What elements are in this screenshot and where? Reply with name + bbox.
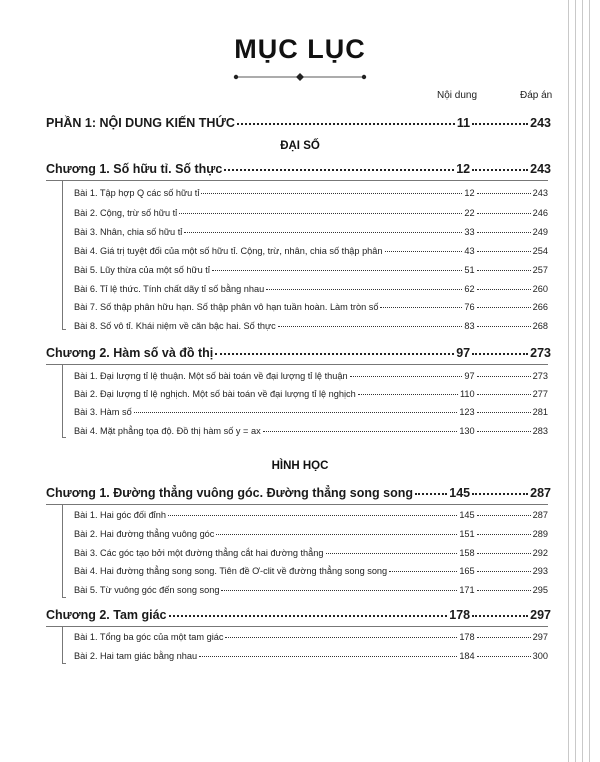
toc-label: Bài 2. Hai đường thẳng vuông góc — [74, 529, 215, 539]
dot-leader — [266, 289, 462, 290]
content-page: 22 — [464, 208, 475, 218]
content-page: 145 — [449, 486, 471, 500]
toc-label: Bài 1. Tổng ba góc của một tam giác — [74, 632, 224, 642]
toc-label: Bài 3. Các góc tạo bởi một đường thẳng cắt hai đường thẳng — [74, 548, 324, 558]
toc-label: Bài 1. Hai góc đối đỉnh — [74, 510, 166, 520]
toc-lesson[interactable] — [74, 371, 548, 381]
dot-leader — [215, 353, 454, 355]
dot-leader — [477, 232, 531, 233]
toc-lesson[interactable] — [74, 407, 548, 417]
toc-label: Bài 5. Từ vuông góc đến song song — [74, 585, 220, 595]
dot-leader — [477, 534, 531, 535]
content-page: 12 — [464, 188, 475, 198]
content-page: 158 — [459, 548, 475, 558]
dot-leader — [350, 376, 463, 377]
content-page: 43 — [464, 246, 475, 256]
dot-leader — [169, 615, 448, 617]
toc-lesson[interactable] — [74, 585, 548, 595]
section-heading-algebra: ĐẠI SỐ — [280, 140, 320, 152]
dot-leader — [179, 213, 462, 214]
dot-leader — [477, 431, 531, 432]
dot-leader — [380, 307, 462, 308]
dot-leader — [477, 376, 531, 377]
dot-leader — [199, 656, 457, 657]
dot-leader — [477, 656, 531, 657]
content-page: 165 — [459, 566, 475, 576]
answer-page: 287 — [530, 486, 551, 500]
dot-leader — [225, 637, 457, 638]
dot-leader — [224, 169, 454, 171]
answer-page: 300 — [532, 651, 548, 661]
toc-lesson[interactable] — [74, 426, 548, 436]
answer-page: 273 — [530, 346, 551, 360]
toc-label: Bài 7. Số thập phân hữu hạn. Số thập phân vô hạn tuần hoàn. Làm tròn số — [74, 302, 379, 312]
toc-label: Bài 1. Tập hợp Q các số hữu tỉ — [74, 188, 200, 198]
toc-lesson[interactable] — [74, 284, 548, 294]
answer-page: 295 — [532, 585, 548, 595]
column-header-content: Nội dung — [437, 90, 478, 101]
content-page: 151 — [459, 529, 475, 539]
content-page: 184 — [459, 651, 475, 661]
dot-leader — [221, 590, 457, 591]
dot-leader — [358, 394, 458, 395]
content-page: 12 — [456, 162, 471, 176]
answer-page: 281 — [532, 407, 548, 417]
dot-leader — [477, 515, 531, 516]
dot-leader — [477, 251, 531, 252]
toc-label: Bài 4. Hai đường thẳng song song. Tiên đề Ơ-clit về đường thẳng song song — [74, 566, 388, 576]
toc-lesson[interactable] — [74, 566, 548, 576]
toc-lesson[interactable] — [74, 188, 548, 198]
dot-leader — [184, 232, 462, 233]
toc-label: Chương 1. Số hữu tỉ. Số thực — [46, 162, 223, 176]
section-heading-geometry: HÌNH HỌC — [271, 460, 329, 472]
answer-page: 243 — [530, 162, 551, 176]
toc-lesson[interactable] — [74, 529, 548, 539]
content-page: 145 — [459, 510, 475, 520]
answer-page: 273 — [532, 371, 548, 381]
toc-label: Bài 8. Số vô tỉ. Khái niệm về căn bậc hai. Số thực — [74, 321, 276, 331]
content-page: 178 — [459, 632, 475, 642]
toc-label: Bài 2. Hai tam giác bằng nhau — [74, 651, 198, 661]
answer-page: 254 — [532, 246, 548, 256]
toc-label: Bài 1. Đại lượng tỉ lệ thuận. Một số bài toán về đại lượng tỉ lệ thuận — [74, 371, 348, 381]
content-page: 62 — [464, 284, 475, 294]
dot-leader — [477, 571, 531, 572]
content-page: 97 — [456, 346, 471, 360]
dot-leader — [201, 193, 462, 194]
toc-lesson[interactable] — [74, 632, 548, 642]
dot-leader — [477, 326, 531, 327]
answer-page: 287 — [532, 510, 548, 520]
dot-leader — [216, 534, 457, 535]
content-page: 83 — [464, 321, 475, 331]
content-page: 11 — [456, 116, 471, 130]
answer-page: 249 — [532, 227, 548, 237]
dot-leader — [477, 289, 531, 290]
toc-part[interactable] — [46, 116, 551, 130]
column-header-answers: Đáp án — [520, 90, 553, 101]
toc-lesson[interactable] — [74, 302, 548, 312]
dot-leader — [472, 353, 528, 355]
dot-leader — [278, 326, 463, 327]
toc-label: Bài 3. Nhân, chia số hữu tỉ — [74, 227, 183, 237]
toc-label: Bài 3. Hàm số — [74, 407, 132, 417]
answer-page: 297 — [532, 632, 548, 642]
toc-label: Bài 6. Tỉ lệ thức. Tính chất dãy tỉ số bằng nhau — [74, 284, 265, 294]
dot-leader — [472, 169, 528, 171]
dot-leader — [237, 123, 455, 125]
dot-leader — [389, 571, 457, 572]
toc-chapter[interactable] — [46, 346, 551, 360]
answer-page: 246 — [532, 208, 548, 218]
content-page: 110 — [460, 389, 475, 399]
content-page: 123 — [459, 407, 475, 417]
toc-label: Bài 5. Lũy thừa của một số hữu tỉ — [74, 265, 210, 275]
dot-leader — [415, 493, 447, 495]
toc-lesson[interactable] — [74, 548, 548, 558]
page-edge — [582, 0, 583, 762]
dot-leader — [477, 394, 531, 395]
toc-lesson[interactable] — [74, 389, 548, 399]
answer-page: 268 — [532, 321, 548, 331]
dot-leader — [472, 493, 528, 495]
dot-leader — [263, 431, 458, 432]
answer-page: 293 — [532, 566, 548, 576]
dot-leader — [472, 123, 528, 125]
content-page: 33 — [464, 227, 475, 237]
answer-page: 292 — [532, 548, 548, 558]
toc-label: Chương 2. Hàm số và đồ thị — [46, 346, 214, 360]
toc-lesson[interactable] — [74, 265, 548, 275]
dot-leader — [477, 193, 531, 194]
page-edge — [589, 0, 590, 762]
content-page: 171 — [459, 585, 475, 595]
dot-leader — [477, 412, 531, 413]
toc-label: Bài 2. Cộng, trừ số hữu tỉ — [74, 208, 178, 218]
toc-chapter[interactable] — [46, 486, 551, 500]
dot-leader — [477, 270, 531, 271]
dot-leader — [472, 615, 528, 617]
answer-page: 243 — [530, 116, 551, 130]
toc-chapter[interactable] — [46, 162, 551, 176]
dot-leader — [477, 590, 531, 591]
dot-leader — [134, 412, 458, 413]
toc-lesson[interactable] — [74, 510, 548, 520]
dot-leader — [168, 515, 457, 516]
dot-leader — [212, 270, 463, 271]
answer-page: 277 — [532, 389, 548, 399]
dot-leader — [477, 637, 531, 638]
content-page: 130 — [459, 426, 475, 436]
toc-chapter[interactable] — [46, 608, 551, 622]
dot-leader — [477, 213, 531, 214]
dot-leader — [385, 251, 463, 252]
toc-label: Chương 1. Đường thẳng vuông góc. Đường thẳng song song — [46, 486, 413, 500]
answer-page: 257 — [532, 265, 548, 275]
dot-leader — [326, 553, 458, 554]
dot-leader — [477, 553, 531, 554]
dot-leader — [477, 307, 531, 308]
toc-label: Bài 4. Mặt phẳng tọa độ. Đồ thị hàm số y = ax — [74, 426, 261, 436]
content-page: 51 — [464, 265, 475, 275]
toc-lesson[interactable] — [74, 246, 548, 256]
answer-page: 266 — [532, 302, 548, 312]
answer-page: 260 — [532, 284, 548, 294]
answer-page: 297 — [530, 608, 551, 622]
toc-lesson[interactable] — [74, 321, 548, 331]
toc-label: Bài 4. Giá trị tuyệt đối của một số hữu tỉ. Cộng, trừ, nhân, chia số thập phân — [74, 246, 383, 256]
page-title: MỤC LỤC — [234, 34, 366, 64]
content-page: 76 — [464, 302, 475, 312]
toc-label: Chương 2. Tam giác — [46, 608, 167, 622]
toc-lesson[interactable] — [74, 227, 548, 237]
toc-lesson[interactable] — [74, 651, 548, 661]
page-edge — [568, 0, 569, 762]
content-page: 178 — [449, 608, 471, 622]
answer-page: 243 — [532, 188, 548, 198]
title-ornament — [230, 72, 370, 82]
content-page: 97 — [464, 371, 475, 381]
answer-page: 283 — [532, 426, 548, 436]
answer-page: 289 — [532, 529, 548, 539]
toc-label: PHẦN 1: NỘI DUNG KIẾN THỨC — [46, 116, 235, 130]
toc-label: Bài 2. Đại lượng tỉ lệ nghịch. Một số bài toán về đại lượng tỉ lệ nghịch — [74, 389, 356, 399]
page-edge — [575, 0, 576, 762]
toc-lesson[interactable] — [74, 208, 548, 218]
